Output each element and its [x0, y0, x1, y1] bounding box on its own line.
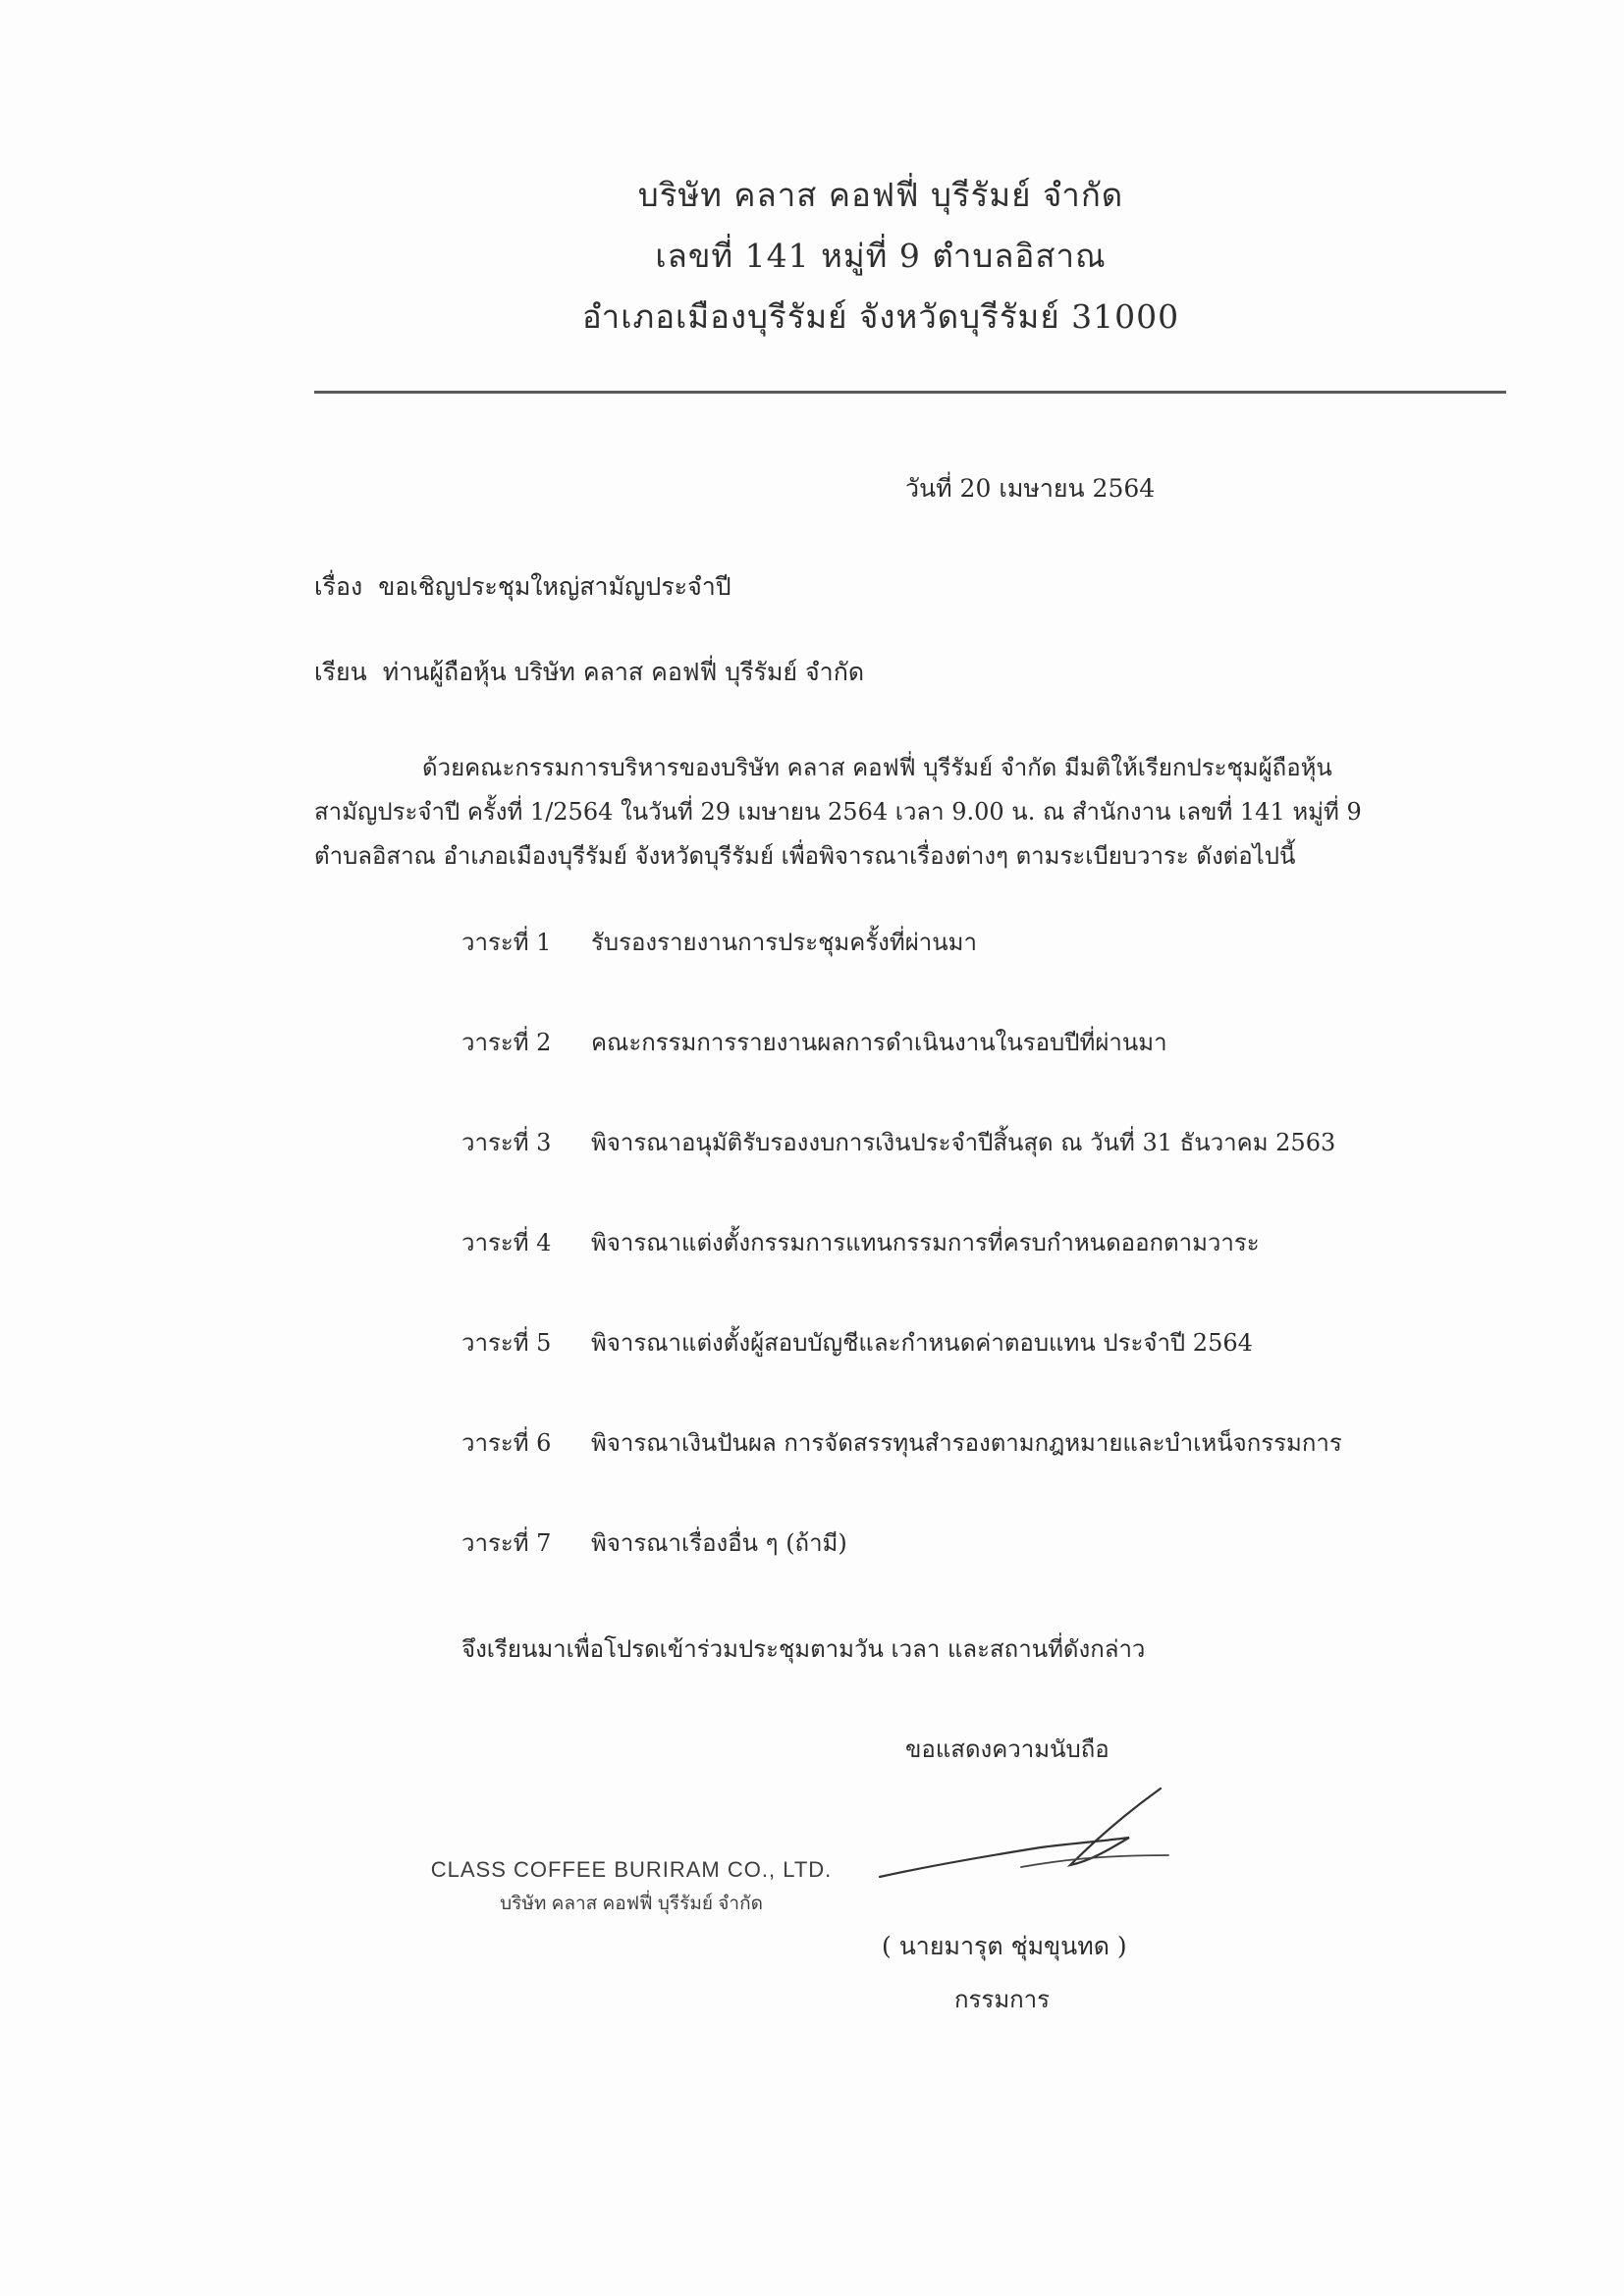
- agenda-number: วาระที่ 4: [461, 1229, 552, 1256]
- agenda-text: พิจารณาอนุมัติรับรองงบการเงินประจำปีสิ้นสุด ณ วันที่ 31 ธันวาคม 2563: [591, 1129, 1336, 1156]
- agenda-number: วาระที่ 7: [461, 1529, 552, 1557]
- agenda-item: [461, 1128, 1443, 1228]
- agenda-text: รับรองรายงานการประชุมครั้งที่ผ่านมา: [591, 929, 977, 956]
- agenda-number: วาระที่ 3: [461, 1129, 552, 1156]
- company-address-line2: อำเภอเมืองบุรีรัมย์ จังหวัดบุรีรัมย์ 31000: [581, 297, 1180, 336]
- handwritten-signature: [874, 1787, 1178, 1904]
- agenda-number: วาระที่ 1: [461, 929, 552, 956]
- closing-sentence: จึงเรียนมาเพื่อโปรดเข้าร่วมประชุมตามวัน เวลา และสถานที่ดังกล่าว: [461, 1635, 1146, 1663]
- agenda-text: พิจารณาเงินปันผล การจัดสรรทุนสำรองตามกฎหมายและบำเหน็จกรรมการ: [591, 1429, 1342, 1457]
- header-divider: [314, 391, 1506, 394]
- agenda-item: [461, 1328, 1443, 1428]
- company-address-line1: เลขที่ 141 หมู่ที่ 9 ตำบลอิสาณ: [655, 237, 1107, 275]
- agenda-number: วาระที่ 2: [461, 1029, 552, 1056]
- letterhead: [0, 165, 1624, 347]
- signer-name: ( นายมารุต ชุ่มขุนทด ): [882, 1932, 1127, 1960]
- agenda-text: คณะกรรมการรายงานผลการดำเนินงานในรอบปีที่ผ่านมา: [591, 1029, 1167, 1056]
- agenda-text: พิจารณาแต่งตั้งผู้สอบบัญชีและกำหนดค่าตอบแทน ประจำปี 2564: [591, 1329, 1253, 1357]
- body-paragraph-text: ด้วยคณะกรรมการบริหารของบริษัท คลาส คอฟฟี่ บุรีรัมย์ จำกัด มีมติให้เรียกประชุมผู้ถือหุ้นสามัญประจำปี ครั้งที่ 1/2564 ในวันที่ 29 เมษายน 2564 เวลา 9.00 น. ณ สำนักงาน เลขที่ 141 หมู่ที่ 9 ตำบลอิสาณ อำเภอเมืองบุรีรัมย์ จังหวัดบุรีรัมย์ เพื่อพิจารณาเรื่องต่างๆ ตามระเบียบวาระ ดังต่อไปนี้: [314, 754, 1362, 870]
- recipient-text: ท่านผู้ถือหุ้น บริษัท คลาส คอฟฟี่ บุรีรัมย์ จำกัด: [382, 658, 865, 686]
- subject-line: [314, 567, 731, 607]
- signer-title: กรรมการ: [954, 1986, 1051, 2013]
- agenda-item: [461, 1228, 1443, 1328]
- stamp-english-name: CLASS COFFEE BURIRAM CO., LTD.: [430, 1857, 833, 1882]
- agenda-item: [461, 1028, 1443, 1128]
- body-paragraph: [314, 746, 1394, 879]
- agenda-number: วาระที่ 5: [461, 1329, 552, 1357]
- agenda-number: วาระที่ 6: [461, 1429, 552, 1457]
- agenda-text: พิจารณาเรื่องอื่น ๆ (ถ้ามี): [591, 1529, 847, 1557]
- company-name: บริษัท คลาส คอฟฟี่ บุรีรัมย์ จำกัด: [637, 176, 1124, 214]
- regards-line: ขอแสดงความนับถือ: [905, 1735, 1110, 1763]
- agenda-item: [461, 928, 1443, 1028]
- stamp-thai-name: บริษัท คลาส คอฟฟี่ บุรีรัมย์ จำกัด: [500, 1894, 763, 1914]
- agenda-item: [461, 1428, 1443, 1528]
- subject-label: เรื่อง: [314, 572, 363, 601]
- recipient-label: เรียน: [314, 658, 367, 686]
- agenda-item: [461, 1528, 1443, 1629]
- company-stamp: [420, 1857, 842, 1918]
- agenda-list: [461, 928, 1443, 1629]
- recipient-line: [314, 653, 864, 692]
- agenda-text: พิจารณาแต่งตั้งกรรมการแทนกรรมการที่ครบกำหนดออกตามวาระ: [591, 1229, 1260, 1256]
- subject-text: ขอเชิญประชุมใหญ่สามัญประจำปี: [378, 572, 731, 601]
- letter-date: วันที่ 20 เมษายน 2564: [905, 474, 1156, 503]
